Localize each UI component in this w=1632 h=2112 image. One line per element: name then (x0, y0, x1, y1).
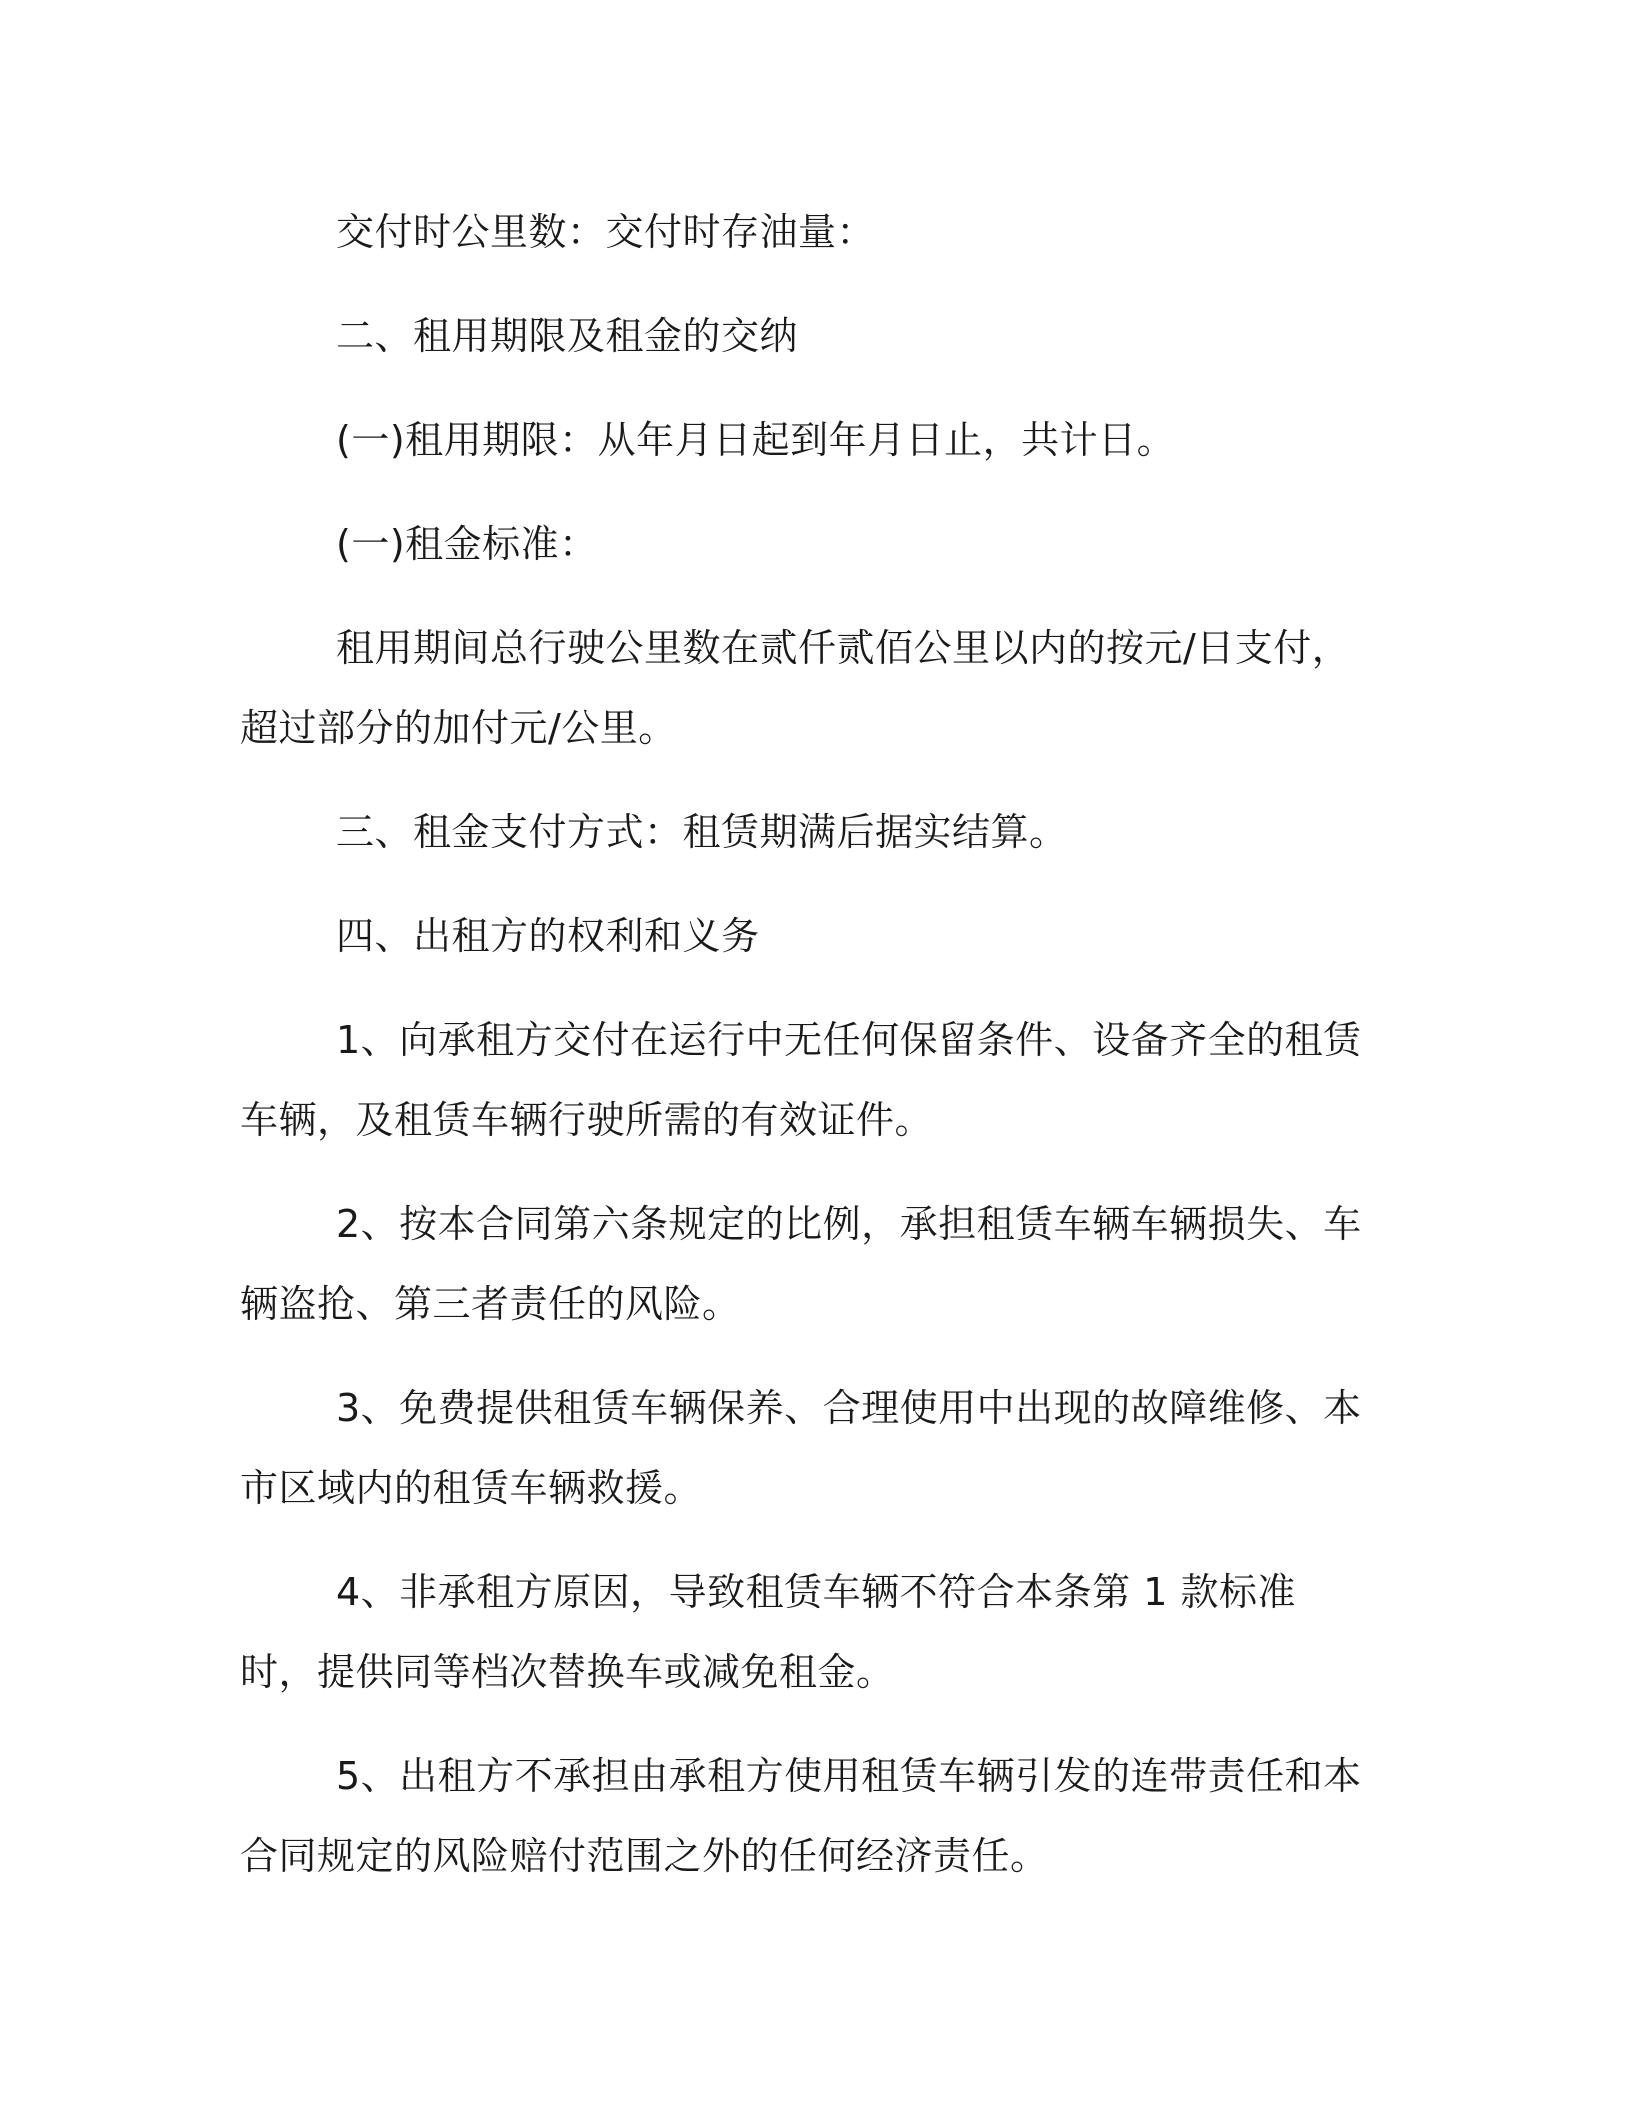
list-item-3: 3、免费提供租赁车辆保养、合理使用中出现的故障维修、本市区域内的租赁车辆救援。 (240, 1386, 1362, 1510)
paragraph-delivery-mileage-fuel: 交付时公里数：交付时存油量： (336, 210, 876, 254)
document-body (240, 192, 1370, 1920)
paragraph-rent-standard: (一)租金标准： (336, 522, 598, 566)
list-item-2: 2、按本合同第六条规定的比例，承担租赁车辆车辆损失、车辆盗抢、第三者责任的风险。 (240, 1202, 1362, 1326)
list-item-1: 1、向承租方交付在运行中无任何保留条件、设备齐全的租赁车辆，及租赁车辆行驶所需的有效证件。 (240, 1018, 1362, 1142)
heading-rental-term-and-payment: 二、租用期限及租金的交纳 (336, 314, 799, 358)
heading-lessor-rights-obligations: 四、出租方的权利和义务 (336, 914, 760, 958)
list-item-5: 5、出租方不承担由承租方使用租赁车辆引发的连带责任和本合同规定的风险赔付范围之外的任何经济责任。 (240, 1754, 1362, 1878)
list-item-4: 4、非承租方原因，导致租赁车辆不符合本条第 1 款标准时，提供同等档次替换车或减免租金。 (240, 1570, 1297, 1694)
paragraph-mileage-pricing: 租用期间总行驶公里数在贰仟贰佰公里以内的按元/日支付，超过部分的加付元/公里。 (240, 626, 1351, 750)
paragraph-rental-period: (一)租用期限：从年月日起到年月日止，共计日。 (336, 418, 1176, 462)
paragraph-payment-method: 三、租金支付方式：租赁期满后据实结算。 (336, 810, 1068, 854)
